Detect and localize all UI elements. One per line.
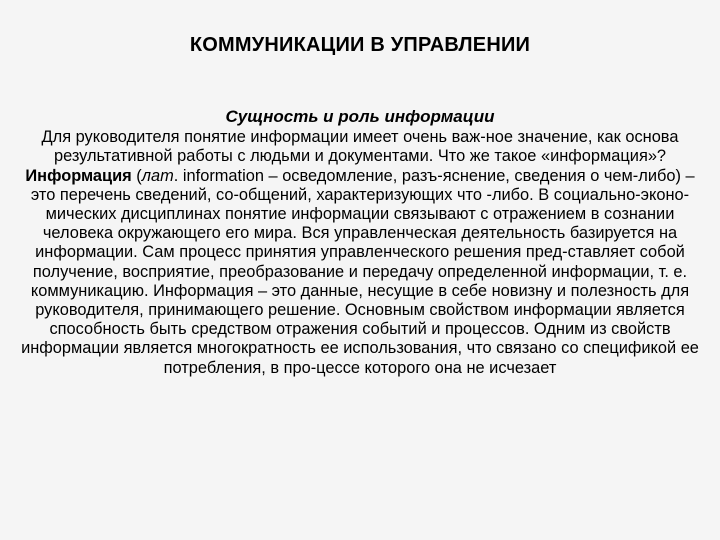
definition-open-paren: (	[131, 166, 142, 185]
intro-paragraph: Для руководителя понятие информации имеет очень важ-ное значение, как основа результативной работы с людьми и документами. Что же такое «информация»?	[41, 128, 679, 166]
definition-term: Информация	[25, 166, 132, 185]
definition-paragraph	[20, 167, 700, 378]
slide-body	[20, 107, 700, 378]
latin-abbreviation: лат	[141, 166, 174, 185]
section-heading: Сущность и роль информации	[225, 107, 495, 126]
slide-title: КОММУНИКАЦИИ В УПРАВЛЕНИИ	[189, 34, 531, 56]
definition-text: . information – осведомление, разъ-яснение, сведения о чем-либо) – это перечень сведений, со-общений, характеризующих что -либо. В социально-эконо-мических дисциплинах понятие информации связывают с отражением в сознании человека окружающего его мира. Вся управленческая деятельность базируется на информации. Сам процесс принятия управленческого решения пред-ставляет собой получение, восприятие, преобразование и передачу определенной информации, т. е. коммуникацию. Информация – это данные, несущие в себе новизну и полезность для руководителя, принимающего решение. Основным свойством информации является способность быть средством отражения событий и процессов. Одним из свойств информации является многократность ее использования, что связано со спецификой ее потребления, в про-цессе которого она не исчезает	[21, 166, 699, 377]
